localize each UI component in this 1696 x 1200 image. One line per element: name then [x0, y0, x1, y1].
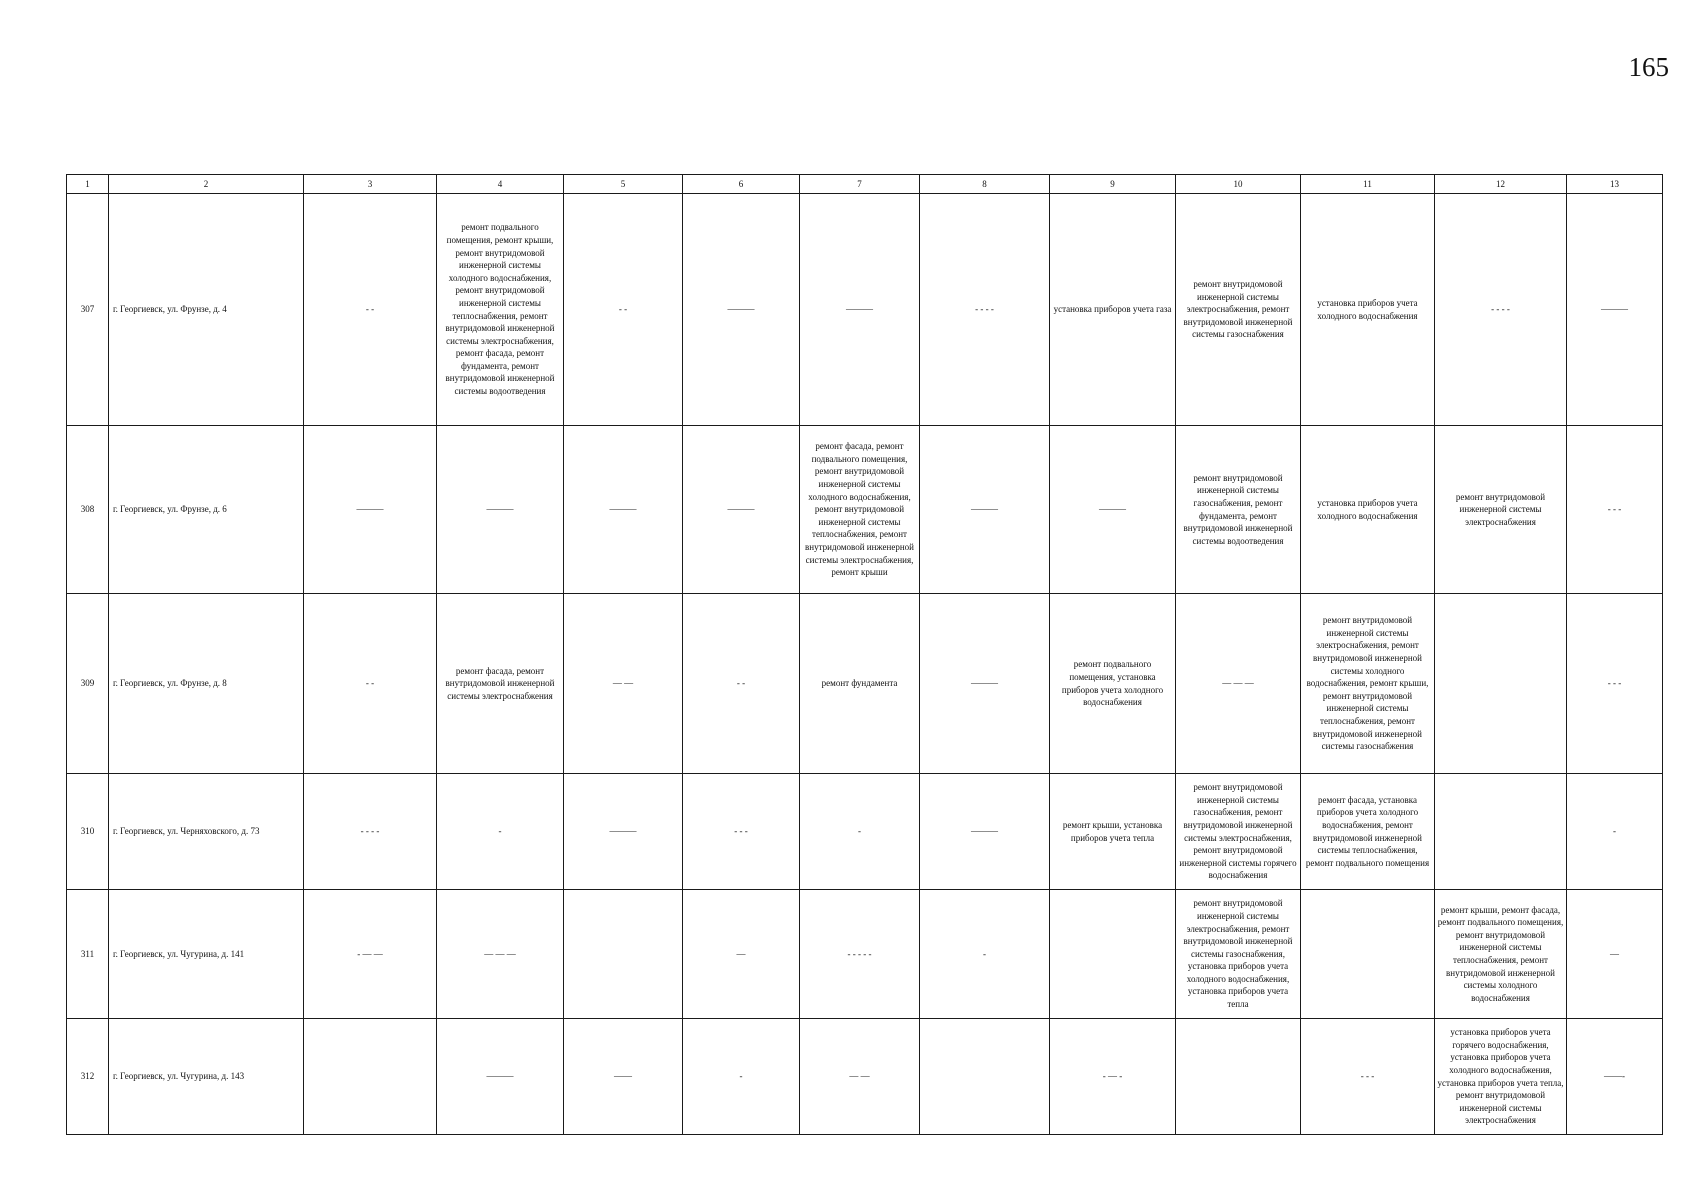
table-cell: - - — [304, 194, 437, 426]
table-cell: ——— — [920, 774, 1050, 890]
table-cell: ——— — [304, 426, 437, 594]
table-row — [67, 890, 1663, 1019]
column-number: 7 — [800, 175, 920, 194]
row-number: 312 — [67, 1019, 109, 1135]
column-number: 1 — [67, 175, 109, 194]
table-cell: - - — [564, 194, 683, 426]
table-cell: ——— — [920, 594, 1050, 774]
table-cell: установка приборов учета газа — [1050, 194, 1176, 426]
column-number: 3 — [304, 175, 437, 194]
table-cell: - — — — [304, 890, 437, 1019]
row-number: 310 — [67, 774, 109, 890]
table-cell: - — [437, 774, 564, 890]
table-cell: - - - — [1567, 426, 1663, 594]
table-cell — [304, 1019, 437, 1135]
row-number: 309 — [67, 594, 109, 774]
table-cell: — — — [564, 594, 683, 774]
table-cell: — — — [800, 1019, 920, 1135]
table-cell: - - - - — [1435, 194, 1567, 426]
table-cell: ремонт фасада, установка приборов учета холодного водоснабжения, ремонт внутридомовой инженерной системы теплоснабжения, ремонт подвального помещения — [1301, 774, 1435, 890]
table-cell: ремонт крыши, ремонт фасада, ремонт подвального помещения, ремонт внутридомовой инженерной системы теплоснабжения, ремонт внутридомовой инженерной системы холодного водоснабжения — [1435, 890, 1567, 1019]
table-cell: установка приборов учета горячего водоснабжения, установка приборов учета холодного водоснабжения, установка приборов учета тепла, ремонт внутридомовой инженерной системы электроснабжения — [1435, 1019, 1567, 1135]
table-cell: ремонт фасада, ремонт внутридомовой инженерной системы электроснабжения — [437, 594, 564, 774]
address-cell: г. Георгиевск, ул. Черняховского, д. 73 — [109, 774, 304, 890]
table-cell: - - - — [1567, 594, 1663, 774]
column-number: 9 — [1050, 175, 1176, 194]
table-cell: ——— — [800, 194, 920, 426]
table-cell — [1176, 1019, 1301, 1135]
row-number: 307 — [67, 194, 109, 426]
table-cell: - — [800, 774, 920, 890]
table-cell: ——— — [920, 426, 1050, 594]
table-row — [67, 426, 1663, 594]
table-cell: - - — [683, 594, 800, 774]
table-cell: ремонт внутридомовой инженерной системы электроснабжения, ремонт внутридомовой инженерной системы холодного водоснабжения, ремонт крыши, ремонт внутридомовой инженерной системы теплоснабжения, ремонт внутридомовой инженерной системы газоснабжения — [1301, 594, 1435, 774]
address-cell: г. Георгиевск, ул. Фрунзе, д. 4 — [109, 194, 304, 426]
table-cell: - - - - - — [800, 890, 920, 1019]
table-cell: —— — [564, 1019, 683, 1135]
table-cell: ——— — [683, 194, 800, 426]
table-row — [67, 774, 1663, 890]
table-cell: ——— — [437, 1019, 564, 1135]
table-cell: установка приборов учета холодного водоснабжения — [1301, 426, 1435, 594]
table-cell: ремонт фундамента — [800, 594, 920, 774]
table-cell: установка приборов учета холодного водоснабжения — [1301, 194, 1435, 426]
table-cell: ремонт внутридомовой инженерной системы электроснабжения, ремонт внутридомовой инженерной системы газоснабжения — [1176, 194, 1301, 426]
table-cell: ремонт подвального помещения, установка приборов учета холодного водоснабжения — [1050, 594, 1176, 774]
table-cell: ——— — [683, 426, 800, 594]
table-cell: ремонт крыши, установка приборов учета тепла — [1050, 774, 1176, 890]
table-cell: ——— — [1050, 426, 1176, 594]
table-cell: ремонт внутридомовой инженерной системы газоснабжения, ремонт фундамента, ремонт внутридомовой инженерной системы водоотведения — [1176, 426, 1301, 594]
table-row — [67, 594, 1663, 774]
column-number: 5 — [564, 175, 683, 194]
table-cell: ——- — [1567, 1019, 1663, 1135]
table-cell — [1435, 594, 1567, 774]
column-number: 10 — [1176, 175, 1301, 194]
column-number: 12 — [1435, 175, 1567, 194]
table-cell: - — [1567, 774, 1663, 890]
table-cell: — — — — [437, 890, 564, 1019]
table-cell: ремонт внутридомовой инженерной системы электроснабжения — [1435, 426, 1567, 594]
table-row — [67, 1019, 1663, 1135]
table-cell: ——— — [437, 426, 564, 594]
table-cell — [1301, 890, 1435, 1019]
table-cell: - - - — [1301, 1019, 1435, 1135]
column-number: 2 — [109, 175, 304, 194]
address-cell: г. Георгиевск, ул. Чугурина, д. 141 — [109, 890, 304, 1019]
table-cell: - — [920, 890, 1050, 1019]
table-cell: — — [683, 890, 800, 1019]
table-row — [67, 194, 1663, 426]
column-number: 8 — [920, 175, 1050, 194]
table-cell: ремонт внутридомовой инженерной системы газоснабжения, ремонт внутридомовой инженерной системы электроснабжения, ремонт внутридомовой инженерной системы горячего водоснабжения — [1176, 774, 1301, 890]
table-cell — [564, 890, 683, 1019]
row-number: 311 — [67, 890, 109, 1019]
table-cell: - - - - — [304, 774, 437, 890]
page-number: 165 — [1628, 52, 1669, 82]
table-cell: — — — — [1176, 594, 1301, 774]
row-number: 308 — [67, 426, 109, 594]
column-number-header-row — [67, 175, 1663, 194]
table-cell: — — [1567, 890, 1663, 1019]
address-cell: г. Георгиевск, ул. Фрунзе, д. 6 — [109, 426, 304, 594]
table-cell: ремонт подвального помещения, ремонт крыши, ремонт внутридомовой инженерной системы холодного водоснабжения, ремонт внутридомовой инженерной системы теплоснабжения, ремонт внутридомовой инженерной системы электроснабжения, ремонт фасада, ремонт фундамента, ремонт внутридомовой инженерной системы водоотведения — [437, 194, 564, 426]
column-number: 11 — [1301, 175, 1435, 194]
works-schedule-table — [66, 174, 1663, 1135]
table-cell — [920, 1019, 1050, 1135]
table-cell — [1435, 774, 1567, 890]
table-cell: ремонт фасада, ремонт подвального помещения, ремонт внутридомовой инженерной системы холодного водоснабжения, ремонт внутридомовой инженерной системы теплоснабжения, ремонт внутридомовой инженерной системы электроснабжения, ремонт крыши — [800, 426, 920, 594]
table-cell: ремонт внутридомовой инженерной системы электроснабжения, ремонт внутридомовой инженерной системы газоснабжения, установка приборов учета холодного водоснабжения, установка приборов учета тепла — [1176, 890, 1301, 1019]
table-cell: ——— — [564, 426, 683, 594]
table-cell: - — - — [1050, 1019, 1176, 1135]
column-number: 13 — [1567, 175, 1663, 194]
table-cell: - - - - — [920, 194, 1050, 426]
table-cell: - - - — [683, 774, 800, 890]
column-number: 6 — [683, 175, 800, 194]
column-number: 4 — [437, 175, 564, 194]
table-cell — [1050, 890, 1176, 1019]
table-cell: - — [683, 1019, 800, 1135]
table-cell: ——— — [564, 774, 683, 890]
table-cell: - - — [304, 594, 437, 774]
table-cell: ——— — [1567, 194, 1663, 426]
address-cell: г. Георгиевск, ул. Фрунзе, д. 8 — [109, 594, 304, 774]
address-cell: г. Георгиевск, ул. Чугурина, д. 143 — [109, 1019, 304, 1135]
